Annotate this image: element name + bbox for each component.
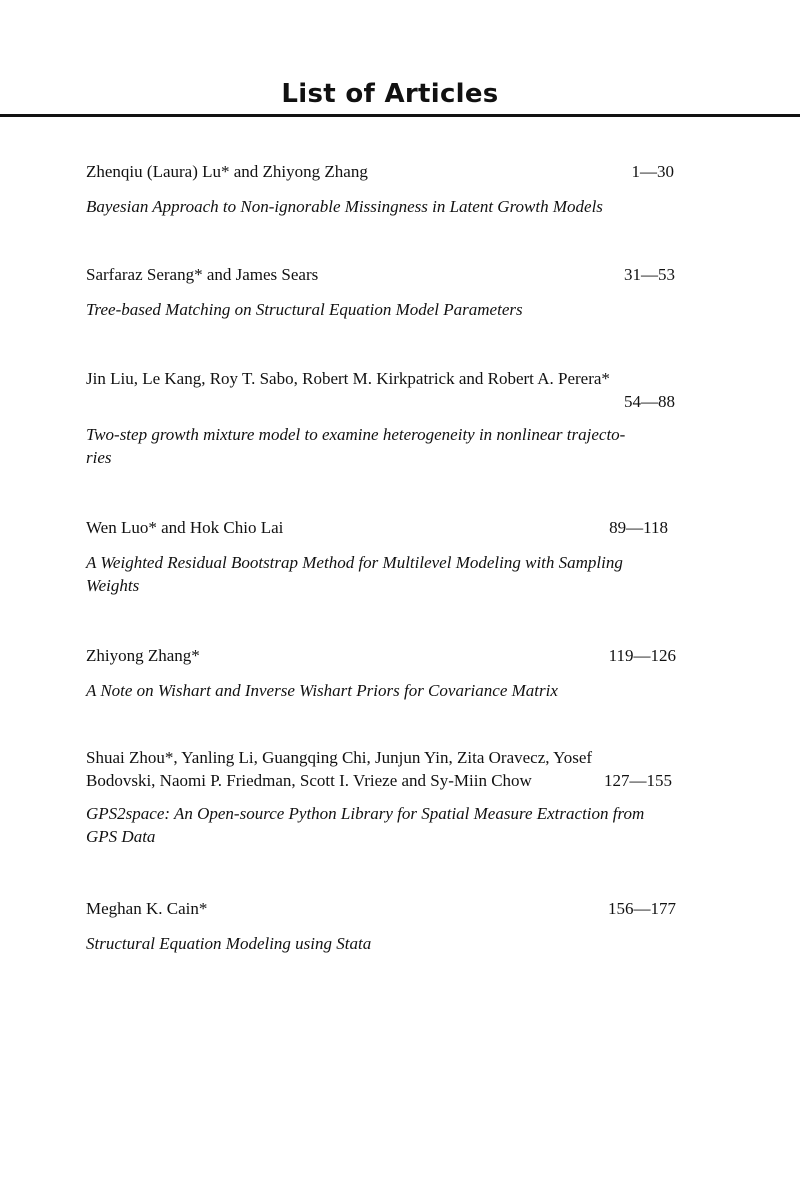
- article-title: [86, 423, 675, 469]
- article-pages: 54—88: [624, 392, 675, 411]
- article-authors: Zhenqiu (Laura) Lu* and Zhiyong Zhang: [86, 162, 368, 181]
- article-authors: Shuai Zhou*, Yanling Li, Guangqing Chi, Junjun Yin, Zita Oravecz, Yosef: [86, 748, 593, 767]
- article-entry: [86, 644, 676, 702]
- article-title-line: Two-step growth mixture model to examine heterogeneity in nonlinear trajecto-: [86, 425, 626, 444]
- article-entry: [86, 897, 676, 955]
- article-entry: [86, 516, 668, 597]
- article-byline: [86, 516, 668, 539]
- article-entry: [86, 160, 674, 218]
- article-title-line: ries: [86, 448, 112, 467]
- article-title: [86, 551, 686, 597]
- article-title: Structural Equation Modeling using Stata: [86, 934, 372, 953]
- article-byline: [86, 897, 676, 920]
- article-title: Bayesian Approach to Non-ignorable Missingness in Latent Growth Models: [86, 197, 603, 216]
- article-authors: Zhiyong Zhang*: [86, 646, 200, 665]
- article-title-line: A Weighted Residual Bootstrap Method for Multilevel Modeling with Sampling: [86, 553, 623, 572]
- article-title: A Note on Wishart and Inverse Wishart Priors for Covariance Matrix: [86, 681, 558, 700]
- article-entry: [86, 746, 698, 848]
- article-pages: 1—30: [631, 162, 674, 181]
- article-authors: Wen Luo* and Hok Chio Lai: [86, 518, 284, 537]
- article-pages: 127—155: [604, 771, 672, 790]
- article-title-line: Weights: [86, 576, 140, 595]
- article-authors: Jin Liu, Le Kang, Roy T. Sabo, Robert M. Kirkpatrick and Robert A. Perera*: [86, 369, 610, 388]
- article-entry: [86, 367, 675, 469]
- article-authors: Bodovski, Naomi P. Friedman, Scott I. Vrieze and Sy-Miin Chow: [86, 771, 532, 790]
- article-authors: Sarfaraz Serang* and James Sears: [86, 265, 319, 284]
- article-byline: [86, 769, 672, 792]
- article-title-line: GPS Data: [86, 827, 156, 846]
- article-pages: 89—118: [609, 518, 668, 537]
- article-entry: [86, 263, 675, 321]
- article-title: Tree-based Matching on Structural Equation Model Parameters: [86, 300, 523, 319]
- article-pages: 119—126: [608, 646, 676, 665]
- title-divider: [0, 114, 800, 117]
- article-title-line: GPS2space: An Open-source Python Library for Spatial Measure Extraction from: [86, 804, 645, 823]
- article-authors: Meghan K. Cain*: [86, 899, 208, 918]
- page-title: List of Articles: [281, 79, 499, 109]
- article-byline: [86, 160, 674, 183]
- article-pages: 156—177: [608, 899, 676, 918]
- article-pages: 31—53: [624, 265, 675, 284]
- article-byline: [86, 263, 675, 286]
- article-title: [86, 802, 698, 848]
- article-byline: [86, 644, 676, 667]
